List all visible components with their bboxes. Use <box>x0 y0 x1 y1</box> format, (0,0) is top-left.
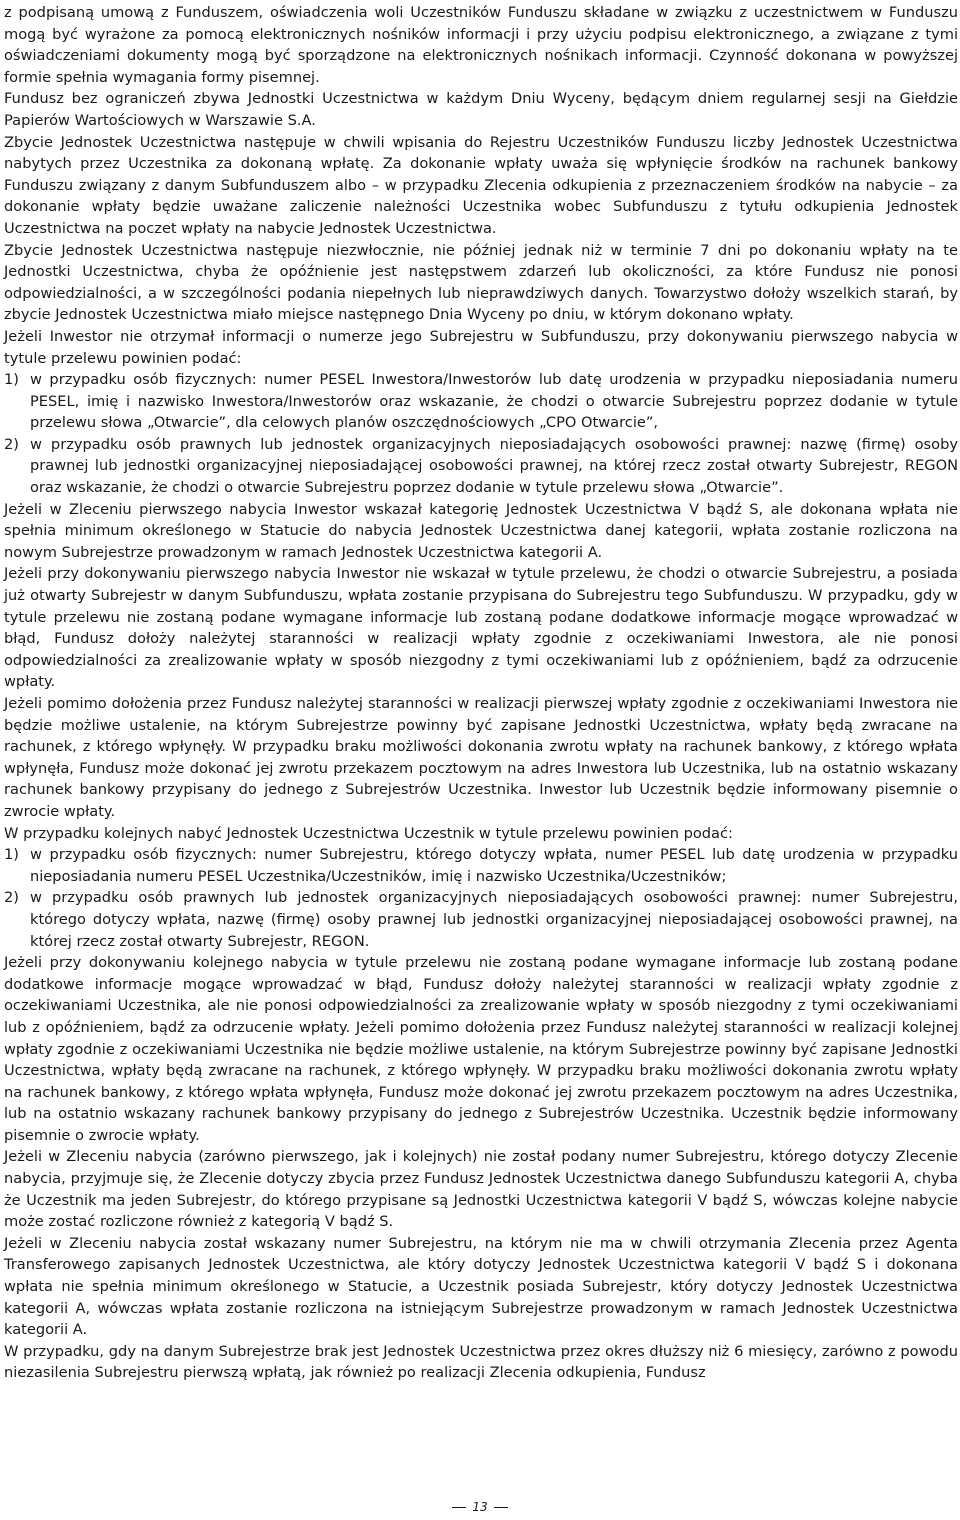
paragraph-sale-deadline: Zbycie Jednostek Uczestnictwa następuje niezwłocznie, nie później jednak niż w terminie 7 dni po dokonaniu wpłaty na te Jednostki Uczestnictwa, chyba że opóźnienie jest następstwem zdarzeń lub okoliczności, za które Fundusz nie ponosi odpowiedzialności, a w szczególności podania niepełnych lub nieprawdziwych danych. Towarzystwo dołoży wszelkich starań, by zbycie Jednostek Uczestnictwa miało miejsce następnego Dnia Wyceny po dniu, w którym dokonano wpłaty. <box>4 241 958 324</box>
page-number: 13 <box>472 1500 488 1514</box>
paragraph-next-refund: Jeżeli przy dokonywaniu kolejnego nabycia w tytule przelewu nie zostaną podane wymagane informacje lub zostaną podane dodatkowe informacje mogące wprowadzać w błąd, Fundusz dołoży należytej staranności w realizacji wpłaty zgodnie z oczekiwaniami Uczestnika, ale nie ponosi odpowiedzialności za zrealizowanie wpłaty w sposób niezgodny z tymi oczekiwaniami lub z opóźnieniem, bądź za odrzucenie wpłaty. Jeżeli pomimo dołożenia przez Fundusz należytej staranności w realizacji kolejnej wpłaty zgodnie z oczekiwaniami Uczestnika nie będzie możliwe ustalenie, na którym Subrejestrze powinny być zapisane Jednostki Uczestnictwa, wpłaty będą zwracane na rachunek, z którego wpłynęły. W przypadku braku możliwości dokonania zwrotu wpłaty na rachunek bankowy, z którego wpłata wpłynęła, Fundusz może dokonać jej zwrotu przekazem pocztowym na adres Uczestnika, lub na ostatnio wskazany rachunek bankowy przypisany do jednego z Subrejestrów Uczestnika. Uczestnik będzie informowany pisemnie o zwrocie wpłaty. <box>4 954 958 1144</box>
list-item-text: w przypadku osób prawnych lub jednostek organizacyjnych nieposiadających osobowości prawnej: numer Subrejestru, którego dotyczy wpłata, nazwę (firmę) osoby prawnej lub jednostki organizacyjnej nieposiadającej osobowości prawnej, na której rzecz został otwarty Subrejestr, REGON. <box>30 889 958 950</box>
list-item-text: w przypadku osób prawnych lub jednostek organizacyjnych nieposiadających osobowości prawnej: nazwę (firmę) osoby prawnej lub jednostki organizacyjnej nieposiadającej osobowości prawnej, na której rzecz został otwarty Subrejestr, REGON oraz wskazanie, że chodzi o otwarcie Subrejestru poprzez dodanie w tytule przelewu słowa „Otwarcie”. <box>30 435 958 497</box>
paragraph-sale-timing: Zbycie Jednostek Uczestnictwa następuje w chwili wpisania do Rejestru Uczestników Funduszu liczby Jednostek Uczestnictwa nabytych przez Uczestnika za dokonaną wpłatę. Za dokonanie wpłaty uważa się wpłynięcie środków na rachunek bankowy Funduszu związany z danym Subfunduszem albo – w przypadku Zlecenia odkupienia z przeznaczeniem środków na nabycie – za dokonanie wpłaty będzie uważane zaliczenie należności Uczestnika wobec Subfunduszu z tytułu odkupienia Jednostek Uczestnictwa na poczet wpłaty na nabycie Jednostek Uczestnictwa. <box>4 133 958 237</box>
list-item-text: w przypadku osób fizycznych: numer Subrejestru, którego dotyczy wpłata, numer PESEL lub datę urodzenia w przypadku nieposiadania numeru PESEL Uczestnika/Uczestników, imię i nazwisko Uczestnika/Uczestników; <box>30 846 958 885</box>
paragraph-first-refund: Jeżeli pomimo dołożenia przez Fundusz należytej staranności w realizacji pierwszej wpłaty zgodnie z oczekiwaniami Inwestora nie będzie możliwe ustalenie, na którym Subrejestrze powinny być zapisane Jednostki Uczestnictwa, wpłaty będą zwracane na rachunek, z którego wpłynęły. W przypadku braku możliwości dokonania zwrotu wpłaty na rachunek bankowy, z którego wpłata wpłynęła, Fundusz może dokonać jej zwrotu przekazem pocztowym na adres Inwestora lub Uczestnika, lub na ostatnio wskazany rachunek bankowy przypisany do jednego z Subrejestrów Uczestnika. Inwestor lub Uczestnik będzie informowany pisemnie o zwrocie wpłaty. <box>4 695 958 820</box>
paragraph-empty-subregister: Jeżeli w Zleceniu nabycia został wskazany numer Subrejestru, na którym nie ma w chwili otrzymania Zlecenia przez Agenta Transferowego zapisanych Jednostek Uczestnictwa, ale który dotyczy Jednostek Uczestnictwa kategorii V bądź S i dokonana wpłata nie spełnia minimum określonego w Statucie, a Uczestnik posiada Subrejestr, który dotyczy Jednostek Uczestnictwa kategorii A, wówczas wpłata zostanie rozliczona na istniejącym Subrejestrze prowadzonym w ramach Jednostek Uczestnictwa kategorii A. <box>4 1234 958 1339</box>
document-page <box>4 2 958 1384</box>
list-item-text: w przypadku osób fizycznych: numer PESEL Inwestora/Inwestorów lub datę urodzenia w przypadku nieposiadania numeru PESEL, imię i nazwisko Inwestora/Inwestorów oraz wskazanie, że chodzi o otwarcie Subrejestru poprzez dodanie w tytule przelewu słowa „Otwarcie”, dla celowych planów oszczędnościowych „CPO Otwarcie”, <box>30 371 958 432</box>
list-item <box>4 887 958 952</box>
list-item-number: 2) <box>4 435 19 453</box>
list-item <box>4 434 958 499</box>
list-item-number: 1) <box>4 371 19 389</box>
footer-dash-left <box>452 1507 466 1508</box>
list-item <box>4 844 958 887</box>
paragraph-first-purchase-intro: Jeżeli Inwestor nie otrzymał informacji o numerze jego Subrejestru w Subfunduszu, przy dokonywaniu pierwszego nabycia w tytule przelewu powinien podać: <box>4 327 958 367</box>
footer-dash-right <box>494 1507 508 1508</box>
paragraph-missing-opening: Jeżeli przy dokonywaniu pierwszego nabycia Inwestor nie wskazał w tytule przelewu, że chodzi o otwarcie Subrejestru, a posiada już otwarty Subrejestr w danym Subfunduszu, wpłata zostanie przypisana do Subrejestru tego Subfunduszu. W przypadku, gdy w tytule przelewu nie zostaną podane wymagane informacje lub zostaną podane dodatkowe informacje mogące wprowadzać w błąd, Fundusz dołoży należytej staranności w realizacji wpłaty zgodnie z oczekiwaniami Inwestora, ale nie ponosi odpowiedzialności za zrealizowanie wpłaty w sposób niezgodny z tymi oczekiwaniami lub z opóźnieniem, bądź za odrzucenie wpłaty. <box>4 565 958 691</box>
paragraph-electronic-forms: z podpisaną umową z Funduszem, oświadczenia woli Uczestników Funduszu składane w związku z uczestnictwem w Funduszu mogą być wyrażone za pomocą elektronicznych nośników informacji i przy użyciu podpisu elektronicznego, a związane z tymi oświadczeniami dokumenty mogą być sporządzone na elektronicznych nośnikach informacji. Czynność dokonana w powyższej formie spełnia wymagania formy pisemnej. <box>4 4 958 86</box>
paragraph-category-minimum: Jeżeli w Zleceniu pierwszego nabycia Inwestor wskazał kategorię Jednostek Uczestnictwa V bądź S, ale dokonana wpłata nie spełnia minimum określonego w Statucie do nabycia Jednostek Uczestnictwa danej kategorii, wpłata zostanie rozliczona na nowym Subrejestrze prowadzonym w ramach Jednostek Uczestnictwa kategorii A. <box>4 500 958 561</box>
paragraph-inactive-subregister: W przypadku, gdy na danym Subrejestrze brak jest Jednostek Uczestnictwa przez okres dłuższy niż 6 miesięcy, zarówno z powodu niezasilenia Subrejestru pierwszą wpłatą, jak również po realizacji Zlecenia odkupienia, Fundusz <box>4 1342 958 1382</box>
paragraph-missing-subregister: Jeżeli w Zleceniu nabycia (zarówno pierwszego, jak i kolejnych) nie został podany numer Subrejestru, którego dotyczy Zlecenie nabycia, przyjmuje się, że Zlecenie dotyczy zbycia przez Fundusz Jednostek Uczestnictwa danego Subfunduszu kategorii A, chyba że Uczestnik ma jeden Subrejestr, do którego przypisane są Jednostki Uczestnictwa kategorii V bądź S, wówczas kolejne nabycie może zostać rozliczone również z kategorią V bądź S. <box>4 1148 958 1231</box>
list-item-number: 1) <box>4 846 19 864</box>
page-footer <box>0 1500 960 1514</box>
first-purchase-list <box>4 369 958 499</box>
next-purchase-list <box>4 844 958 952</box>
list-item <box>4 369 958 434</box>
paragraph-unlimited-sale: Fundusz bez ograniczeń zbywa Jednostki Uczestnictwa w każdym Dniu Wyceny, będącym dniem regularnej sesji na Giełdzie Papierów Wartościowych w Warszawie S.A. <box>4 90 958 129</box>
list-item-number: 2) <box>4 889 19 907</box>
paragraph-next-purchase-intro: W przypadku kolejnych nabyć Jednostek Uczestnictwa Uczestnik w tytule przelewu powinien podać: <box>4 824 733 842</box>
